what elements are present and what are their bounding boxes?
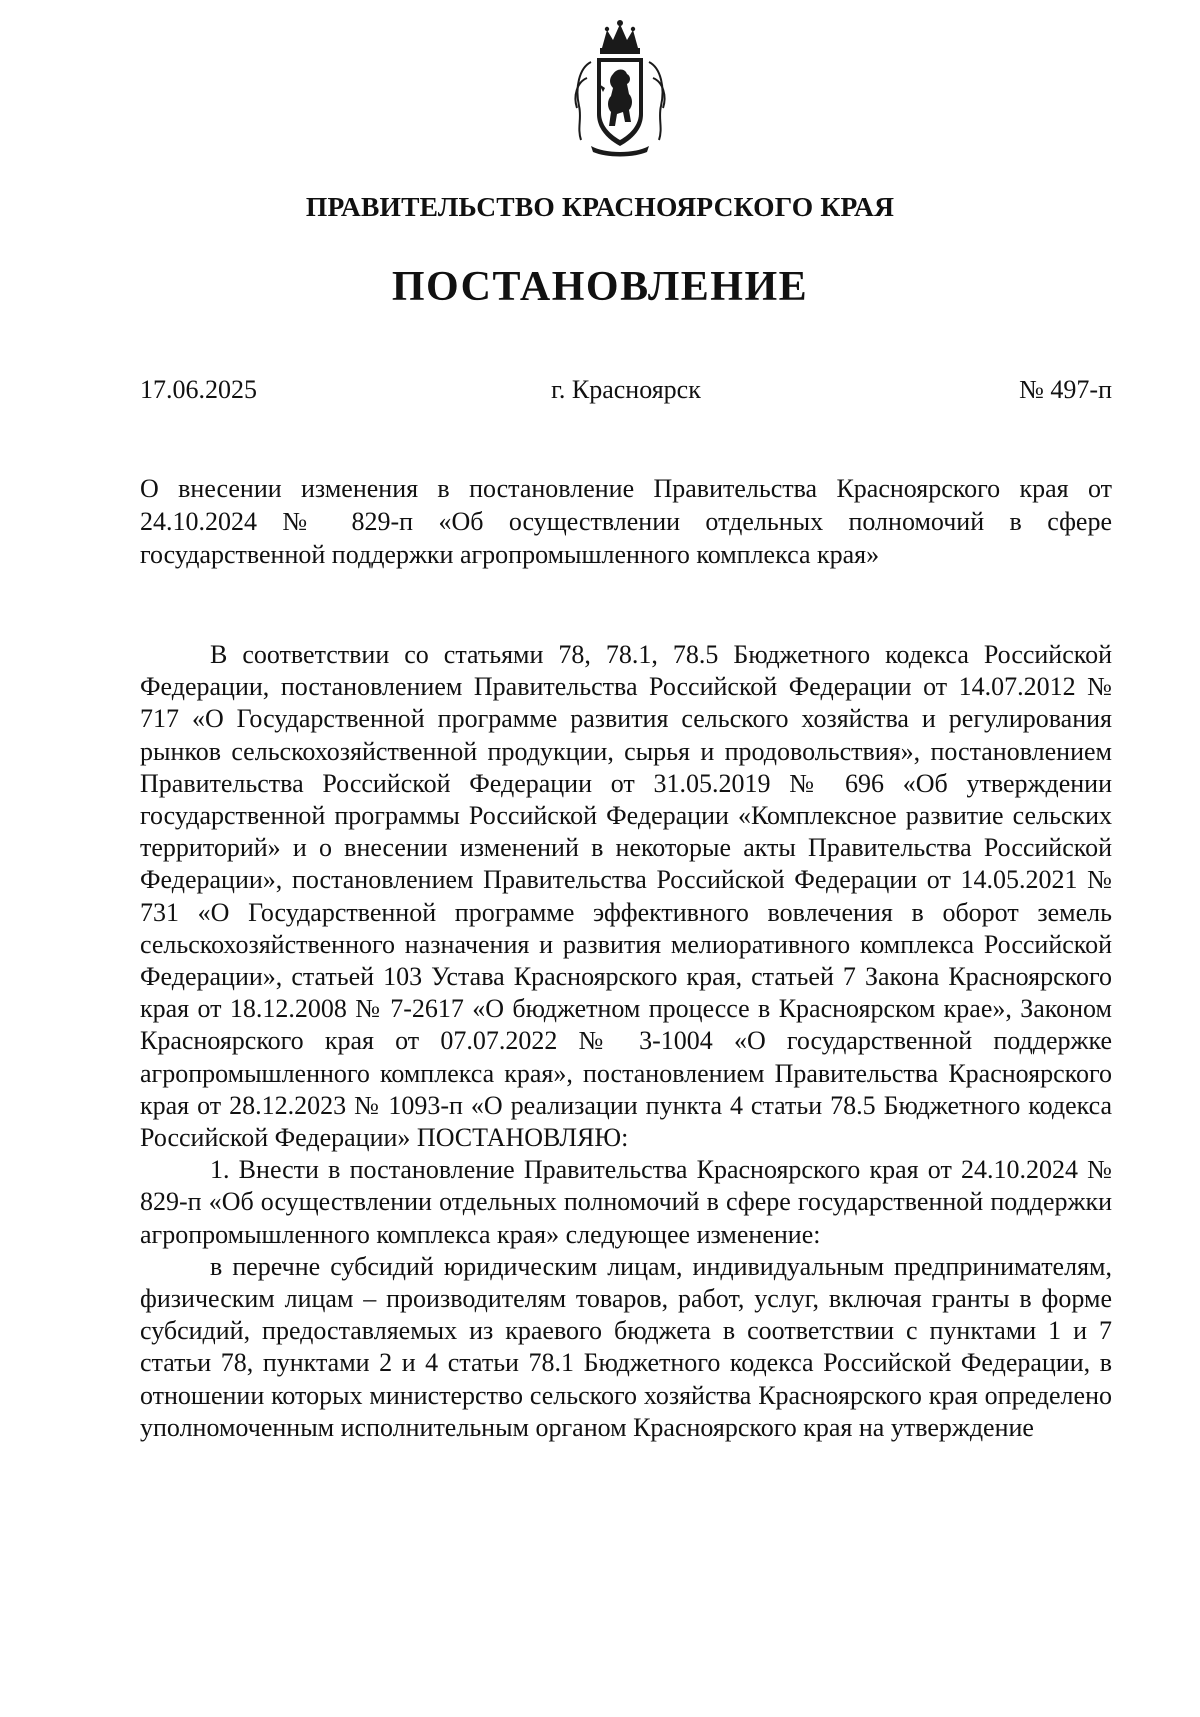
- item-1-paragraph: 1. Внести в постановление Правительства Красноярского края от 24.10.2024 № 829-п «Об осуществлении отдельных полномочий в сфере государственной поддержки агропромышленного комплекса края» следующее изменение:: [140, 1155, 1112, 1249]
- preamble-paragraph: В соответствии со статьями 78, 78.1, 78.5 Бюджетного кодекса Российской Федерации, постановлением Правительства Российской Федерации от 14.07.2012 № 717 «О Государственной программе развития сельского хозяйства и регулирования рынков сельскохозяйственной продукции, сырья и продовольствия», постановлением Правительства Российской Федерации от 31.05.2019 № 696 «Об утверждении государственной программы Российской Федерации «Комплексное развитие сельских территорий» и о внесении изменений в некоторые акты Правительства Российской Федерации», постановлением Правительства Российской Федерации от 14.05.2021 № 731 «О Государственной программе эффективного вовлечения в оборот земель сельскохозяйственного назначения и развития мелиоративного комплекса Российской Федерации», статьей 103 Устава Красноярского края, статьей 7 Закона Красноярского края от 18.12.2008 № 7-2617 «О бюджетном процессе в Красноярском крае», Законом Красноярского края от 07.07.2022 № 3-1004 «О государственной поддержке агропромышленного комплекса края», постановлением Правительства Красноярского края от 28.12.2023 № 1093-п «О реализации пункта 4 статьи 78.5 Бюджетного кодекса Российской Федерации» ПОСТАНОВЛЯЮ:: [140, 640, 1112, 1153]
- document-city: г. Красноярск: [551, 375, 701, 404]
- document-subject: О внесении изменения в постановление Правительства Красноярского края от 24.10.2024 № 829-п «Об осуществлении отдельных полномочий в сфере государственной поддержки агропромышленного комплекса края»: [140, 474, 1112, 569]
- document-date: 17.06.2025: [140, 375, 257, 404]
- item-1-detail-paragraph: в перечне субсидий юридическим лицам, индивидуальным предпринимателям, физическим лицам – производителям товаров, работ, услуг, включая гранты в форме субсидий, предоставляемых из краевого бюджета в соответствии с пунктами 1 и 7 статьи 78, пунктами 2 и 4 статьи 78.1 Бюджетного кодекса Российской Федерации, в отношении которых министерство сельского хозяйства Красноярского края определено уполномоченным исполнительным органом Красноярского края на утверждение: [140, 1251, 1112, 1442]
- document-body: [140, 639, 1112, 1444]
- coat-of-arms-icon: [569, 18, 671, 160]
- document-meta-row: [140, 373, 1112, 407]
- document-number: № 497-п: [1019, 375, 1112, 404]
- document-type-title: ПОСТАНОВЛЕНИЕ: [391, 264, 809, 310]
- government-name: ПРАВИТЕЛЬСТВО КРАСНОЯРСКОГО КРАЯ: [305, 191, 895, 222]
